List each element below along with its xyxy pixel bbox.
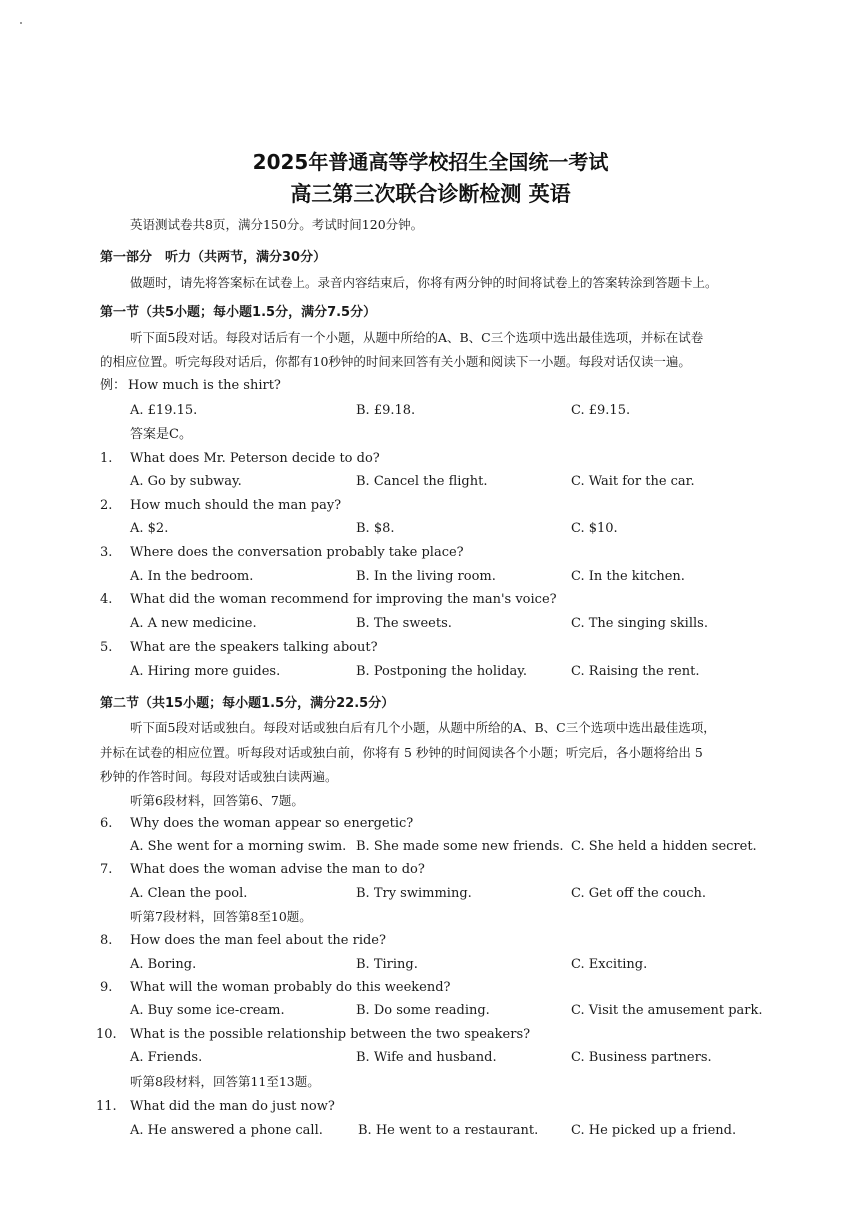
question-number: 1. bbox=[100, 451, 113, 466]
material-8-note: 听第8段材料，回答第11至13题。 bbox=[130, 1074, 320, 1089]
question-text: What is the possible relationship between the two speakers? bbox=[130, 1027, 531, 1042]
question-text: What will the woman probably do this weekend? bbox=[130, 980, 451, 995]
section1-instruction-line2: 的相应位置。听完每段对话后，你都有10秒钟的时间来回答有关小题和阅读下一小题。每段对话仅读一遍。 bbox=[100, 354, 691, 369]
option-c: C. She held a hidden secret. bbox=[571, 839, 757, 854]
section1-instruction-line1: 听下面5段对话。每段对话后有一个小题，从题中所给的A、B、C三个选项中选出最佳选项，并标在试卷 bbox=[130, 330, 704, 345]
question-number: 10. bbox=[96, 1027, 117, 1042]
material-6-note: 听第6段材料，回答第6、7题。 bbox=[130, 793, 304, 808]
option-b: B. Cancel the flight. bbox=[356, 474, 488, 489]
question-text: Where does the conversation probably take place? bbox=[130, 545, 464, 560]
option-b: B. Try swimming. bbox=[356, 886, 472, 901]
option-c: C. Raising the rent. bbox=[571, 664, 700, 679]
option-c: C. Exciting. bbox=[571, 957, 648, 972]
question-text: Why does the woman appear so energetic? bbox=[130, 816, 414, 831]
option-a: A. Go by subway. bbox=[130, 474, 242, 489]
part1-instruction: 做题时，请先将答案标在试卷上。录音内容结束后，你将有两分钟的时间将试卷上的答案转涂到答题卡上。 bbox=[130, 275, 718, 290]
option-a: A. $2. bbox=[130, 521, 169, 536]
exam-subtitle: 高三第三次联合诊断检测 英语 bbox=[290, 182, 571, 206]
option-c: C. Business partners. bbox=[571, 1050, 712, 1065]
question-text: How much should the man pay? bbox=[130, 498, 342, 513]
question-number: 4. bbox=[100, 592, 113, 607]
option-a: A. Buy some ice-cream. bbox=[130, 1003, 285, 1018]
option-b: B. Postponing the holiday. bbox=[356, 664, 528, 679]
option-b: B. Do some reading. bbox=[356, 1003, 490, 1018]
exam-info: 英语测试卷共8页，满分150分。考试时间120分钟。 bbox=[130, 217, 424, 232]
option-b: B. Tiring. bbox=[356, 957, 418, 972]
example-question: How much is the shirt? bbox=[128, 378, 281, 393]
question-number: 11. bbox=[96, 1099, 117, 1114]
question-number: 6. bbox=[100, 816, 113, 831]
section2-heading: 第二节（共15小题；每小题1.5分，满分22.5分） bbox=[100, 696, 395, 711]
exam-title: 2025年普通高等学校招生全国统一考试 bbox=[252, 150, 609, 174]
option-c: C. $10. bbox=[571, 521, 618, 536]
option-b: B. $8. bbox=[356, 521, 395, 536]
option-a: A. In the bedroom. bbox=[130, 569, 254, 584]
option-a: A. She went for a morning swim. bbox=[130, 839, 347, 854]
option-c: C. The singing skills. bbox=[571, 616, 708, 631]
option-b: B. She made some new friends. bbox=[356, 839, 564, 854]
scan-speck bbox=[20, 22, 22, 24]
example-option-b: B. £9.18. bbox=[356, 403, 416, 418]
option-b: B. The sweets. bbox=[356, 616, 452, 631]
question-text: How does the man feel about the ride? bbox=[130, 933, 386, 948]
question-text: What did the man do just now? bbox=[130, 1099, 335, 1114]
question-text: What does the woman advise the man to do? bbox=[130, 862, 425, 877]
option-a: A. He answered a phone call. bbox=[130, 1123, 323, 1138]
option-c: C. Wait for the car. bbox=[571, 474, 695, 489]
example-prefix: 例： bbox=[100, 378, 127, 393]
option-b: B. Wife and husband. bbox=[356, 1050, 497, 1065]
section1-heading: 第一节（共5小题；每小题1.5分，满分7.5分） bbox=[100, 305, 377, 320]
option-a: A. A new medicine. bbox=[130, 616, 257, 631]
question-number: 7. bbox=[100, 862, 113, 877]
example-option-c: C. £9.15. bbox=[571, 403, 631, 418]
option-c: C. He picked up a friend. bbox=[571, 1123, 737, 1138]
question-number: 2. bbox=[100, 498, 113, 513]
option-c: C. Get off the couch. bbox=[571, 886, 707, 901]
option-a: A. Clean the pool. bbox=[130, 886, 248, 901]
section2-instruction-line1: 听下面5段对话或独白。每段对话或独白后有几个小题，从题中所给的A、B、C三个选项中选出最佳选项， bbox=[130, 720, 716, 735]
question-number: 8. bbox=[100, 933, 113, 948]
option-c: C. In the kitchen. bbox=[571, 569, 685, 584]
question-number: 5. bbox=[100, 640, 113, 655]
example-option-a: A. £19.15. bbox=[130, 403, 198, 418]
question-number: 9. bbox=[100, 980, 113, 995]
section2-instruction-line3: 秒钟的作答时间。每段对话或独白读两遍。 bbox=[100, 769, 338, 784]
example-answer: 答案是C。 bbox=[130, 427, 192, 442]
section2-instruction-line2: 并标在试卷的相应位置。听每段对话或独白前，你将有 5 秒钟的时间阅读各个小题；听完后，各小题将给出 5 bbox=[100, 745, 703, 760]
option-c: C. Visit the amusement park. bbox=[571, 1003, 763, 1018]
option-b: B. In the living room. bbox=[356, 569, 496, 584]
question-text: What does Mr. Peterson decide to do? bbox=[130, 451, 380, 466]
option-b: B. He went to a restaurant. bbox=[358, 1123, 539, 1138]
option-a: A. Hiring more guides. bbox=[130, 664, 281, 679]
option-a: A. Boring. bbox=[130, 957, 197, 972]
question-text: What did the woman recommend for improving the man's voice? bbox=[130, 592, 557, 607]
question-text: What are the speakers talking about? bbox=[130, 640, 378, 655]
question-number: 3. bbox=[100, 545, 113, 560]
option-a: A. Friends. bbox=[130, 1050, 203, 1065]
material-7-note: 听第7段材料，回答第8至10题。 bbox=[130, 909, 312, 924]
part1-heading: 第一部分 听力（共两节，满分30分） bbox=[100, 250, 327, 265]
